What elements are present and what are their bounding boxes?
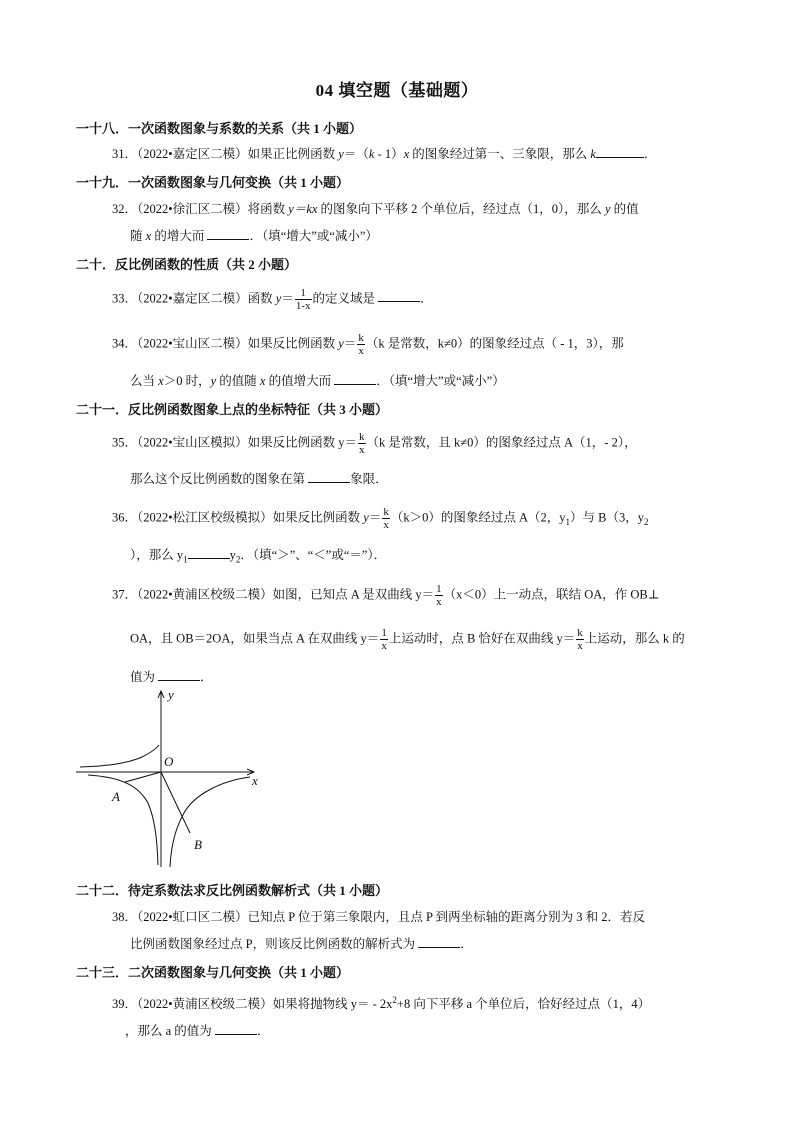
- answer-blank-38[interactable]: [418, 935, 460, 948]
- q33-prefix: 33．（2022•嘉定区二模）函数: [112, 291, 276, 306]
- q31-y: y: [338, 147, 344, 161]
- q34-fraction: [357, 332, 365, 357]
- q34-text-c: 的值随: [216, 374, 260, 388]
- q36-text-b: y: [229, 548, 236, 562]
- q33-end: ．: [420, 291, 433, 306]
- section-heading-18: 一十八．一次函数图象与系数的关系（共 1 小题）: [76, 121, 363, 136]
- q32-text-a: 32．（2022•徐汇区二模）将函数: [112, 202, 289, 216]
- q36-sub2: 2: [643, 516, 649, 527]
- q36-numerator: k: [383, 506, 389, 518]
- answer-blank-35[interactable]: [308, 470, 350, 483]
- question-39-line-1: [112, 991, 650, 1013]
- q35-prefix: 35．（2022•宝山区模拟）如果反比例函数 y＝: [112, 435, 358, 450]
- question-35-line-2: [130, 470, 388, 488]
- q36-rest2: ）与 B（3，y: [570, 510, 644, 525]
- q32-text-f: ．（填“增大”或“减小”）: [249, 229, 378, 243]
- question-31: [112, 145, 656, 163]
- hyperbola-fourth-quadrant-branch: [170, 777, 250, 867]
- q36-fraction: [382, 506, 390, 531]
- q31-rest: 的图象经过第一、三象限，那么: [409, 147, 591, 161]
- q33-numerator: 1: [295, 287, 312, 300]
- hyperbola-left-branch: [80, 745, 159, 767]
- q36-line2-sub2: 2: [235, 554, 241, 565]
- question-36-line-2: [130, 546, 386, 569]
- q34-eq: ＝: [343, 336, 357, 351]
- q36-rest: （k＞0）的图象经过点 A（2，y: [390, 510, 566, 525]
- q36-text-a: ），那么 y: [130, 548, 184, 562]
- label-a: A: [112, 789, 120, 804]
- hyperbola-figure: [70, 685, 280, 870]
- q37-text-b: 上运动时，点 B 恰好在双曲线 y＝: [388, 631, 576, 646]
- question-37-line-2: [130, 627, 685, 652]
- q37-rest: （x＜0）上一动点，联结 OA，作 OB⊥: [443, 587, 660, 602]
- q31-eq: ＝（: [343, 147, 369, 161]
- section-heading-22: 二十二．待定系数法求反比例函数解析式（共 1 小题）: [76, 883, 389, 898]
- q37-text-a: OA，且 OB＝2OA，如果当点 A 在双曲线 y＝: [130, 631, 380, 646]
- section-heading-19: 一十九．一次函数图象与几何变换（共 1 小题）: [76, 175, 350, 190]
- q34-text-e: ．（填“增大”或“减小”）: [376, 374, 505, 388]
- q31-k2: k: [590, 147, 596, 161]
- q39-text-d: ．: [256, 1024, 270, 1038]
- q38-text-b: ．: [460, 937, 473, 951]
- question-39-line-2: [125, 1022, 269, 1040]
- q37-text-d: 值为: [130, 670, 159, 684]
- answer-blank-31[interactable]: [596, 145, 644, 158]
- answer-blank-37[interactable]: [158, 668, 200, 681]
- q35-text-a: 那么这个反比例函数的图象在第: [130, 472, 309, 486]
- label-x: x: [252, 773, 258, 788]
- q33-denominator: 1-x: [295, 300, 311, 312]
- q37-numerator-2: 1: [381, 627, 387, 639]
- question-32-line-1: [112, 200, 639, 218]
- q34-numerator: k: [358, 332, 364, 344]
- q37-denominator-2: x: [381, 640, 387, 652]
- q36-denominator: x: [383, 519, 389, 531]
- label-origin: O: [164, 754, 174, 769]
- q37-fraction-2: [380, 627, 388, 652]
- q37-numerator-3: k: [577, 627, 583, 639]
- q34-x2: x: [259, 374, 266, 388]
- q35-rest: （k 是常数，且 k≠0）的图象经过点 A（1，- 2），: [366, 435, 637, 450]
- hyperbola-third-quadrant-branch: [88, 775, 158, 865]
- q37-text-e: ．: [200, 670, 213, 684]
- q34-text-d: 的值增大而: [265, 374, 335, 388]
- q36-y: y: [363, 510, 369, 525]
- q32-text-c: 的值: [610, 202, 639, 216]
- q32-x: x: [145, 229, 152, 243]
- question-36-line-1: [112, 506, 648, 531]
- q33-eq: ＝: [281, 291, 294, 306]
- q34-denominator: x: [358, 345, 364, 357]
- q31-prefix: 31．（2022•嘉定区二模）如果正比例函数: [112, 147, 339, 161]
- q37-text-c: 上运动，那么 k 的: [584, 631, 685, 646]
- q36-prefix: 36．（2022•松江区校级模拟）如果反比例函数: [112, 510, 364, 525]
- q39-exponent: 2: [392, 995, 397, 1005]
- q31-end: ．: [643, 147, 657, 161]
- q34-prefix: 34．（2022•宝山区二模）如果反比例函数: [112, 336, 339, 351]
- q34-rest: （k 是常数，k≠0）的图象经过点（ - 1，3），那: [365, 336, 624, 351]
- question-38-line-1: 38．（2022•虹口区二模）已知点 P 位于第三象限内，且点 P 到两坐标轴的距离分别为 3 和 2．若反: [112, 910, 645, 924]
- q34-y2: y: [210, 374, 217, 388]
- q34-text-b: ＞0 时，: [163, 374, 211, 388]
- q37-denominator-1: x: [436, 596, 442, 608]
- q34-text-a: 么当: [130, 374, 159, 388]
- segment-oa: [125, 772, 161, 782]
- answer-blank-36[interactable]: [188, 546, 230, 559]
- label-y: y: [168, 687, 174, 702]
- segment-ob: [161, 772, 190, 833]
- question-32-line-2: [130, 227, 378, 245]
- q32-function: y＝kx: [288, 202, 318, 216]
- q32-text-e: 的增大而: [151, 229, 208, 243]
- q35-text-b: 象限．: [350, 472, 388, 486]
- q34-x: x: [158, 374, 164, 388]
- question-37-line-3: [130, 668, 213, 686]
- q35-numerator: k: [359, 431, 365, 443]
- section-heading-21: 二十一．反比例函数图象上点的坐标特征（共 3 小题）: [76, 402, 389, 417]
- q31-x: x: [403, 147, 410, 161]
- q39-text-a: 39．（2022•黄浦区校级二模）如果将抛物线 y＝ - 2x: [112, 997, 393, 1012]
- q33-rest: 的定义域是: [312, 291, 379, 306]
- q36-sub1: 1: [565, 516, 570, 527]
- q34-y: y: [338, 336, 344, 351]
- q37-fraction-1: [435, 583, 443, 608]
- q36-line2-sub1: 1: [183, 554, 188, 565]
- q37-fraction-3: [576, 627, 584, 652]
- q38-text-a: 比例函数图象经过点 P，则该反比例函数的解析式为: [130, 937, 419, 951]
- question-33: [112, 287, 433, 312]
- q32-text-b: 的图象向下平移 2 个单位后，经过点（1，0），那么: [317, 202, 605, 216]
- q36-eq: ＝: [368, 510, 382, 525]
- answer-blank-34[interactable]: [334, 372, 376, 385]
- question-34-line-1: [112, 332, 624, 357]
- section-heading-23: 二十三．二次函数图象与几何变换（共 1 小题）: [76, 965, 350, 980]
- answer-blank-32[interactable]: [207, 227, 249, 240]
- q33-y: y: [275, 291, 282, 306]
- q37-prefix: 37．（2022•黄浦区校级二模）如图，已知点 A 是双曲线 y＝: [112, 587, 435, 602]
- q35-denominator: x: [359, 444, 365, 456]
- question-37-line-1: [112, 583, 660, 608]
- q37-numerator-1: 1: [436, 583, 442, 595]
- q37-denominator-3: x: [577, 640, 583, 652]
- q32-text-d: 随: [130, 229, 146, 243]
- answer-blank-39[interactable]: [215, 1022, 257, 1035]
- question-38-line-2: [130, 935, 473, 953]
- q35-fraction: [358, 431, 366, 456]
- page-title: 04 填空题（基础题）: [315, 81, 479, 100]
- question-35-line-1: [112, 431, 637, 456]
- section-heading-20: 二十．反比例函数的性质（共 2 小题）: [76, 257, 298, 272]
- q31-k: k: [368, 147, 375, 161]
- question-34-line-2: [130, 372, 505, 390]
- q36-text-c: ．（填“＞”、“＜”或“＝”）．: [240, 548, 387, 562]
- q33-fraction: [295, 287, 312, 312]
- q39-text-b: +8 向下平移 a 个单位后，恰好经过点（1，4）: [396, 997, 651, 1012]
- label-b: B: [194, 837, 202, 852]
- answer-blank-33[interactable]: [378, 289, 420, 302]
- q39-text-c: ，那么 a 的值为: [125, 1024, 215, 1038]
- q31-mid: - 1）: [374, 147, 404, 161]
- q32-y: y: [604, 202, 611, 216]
